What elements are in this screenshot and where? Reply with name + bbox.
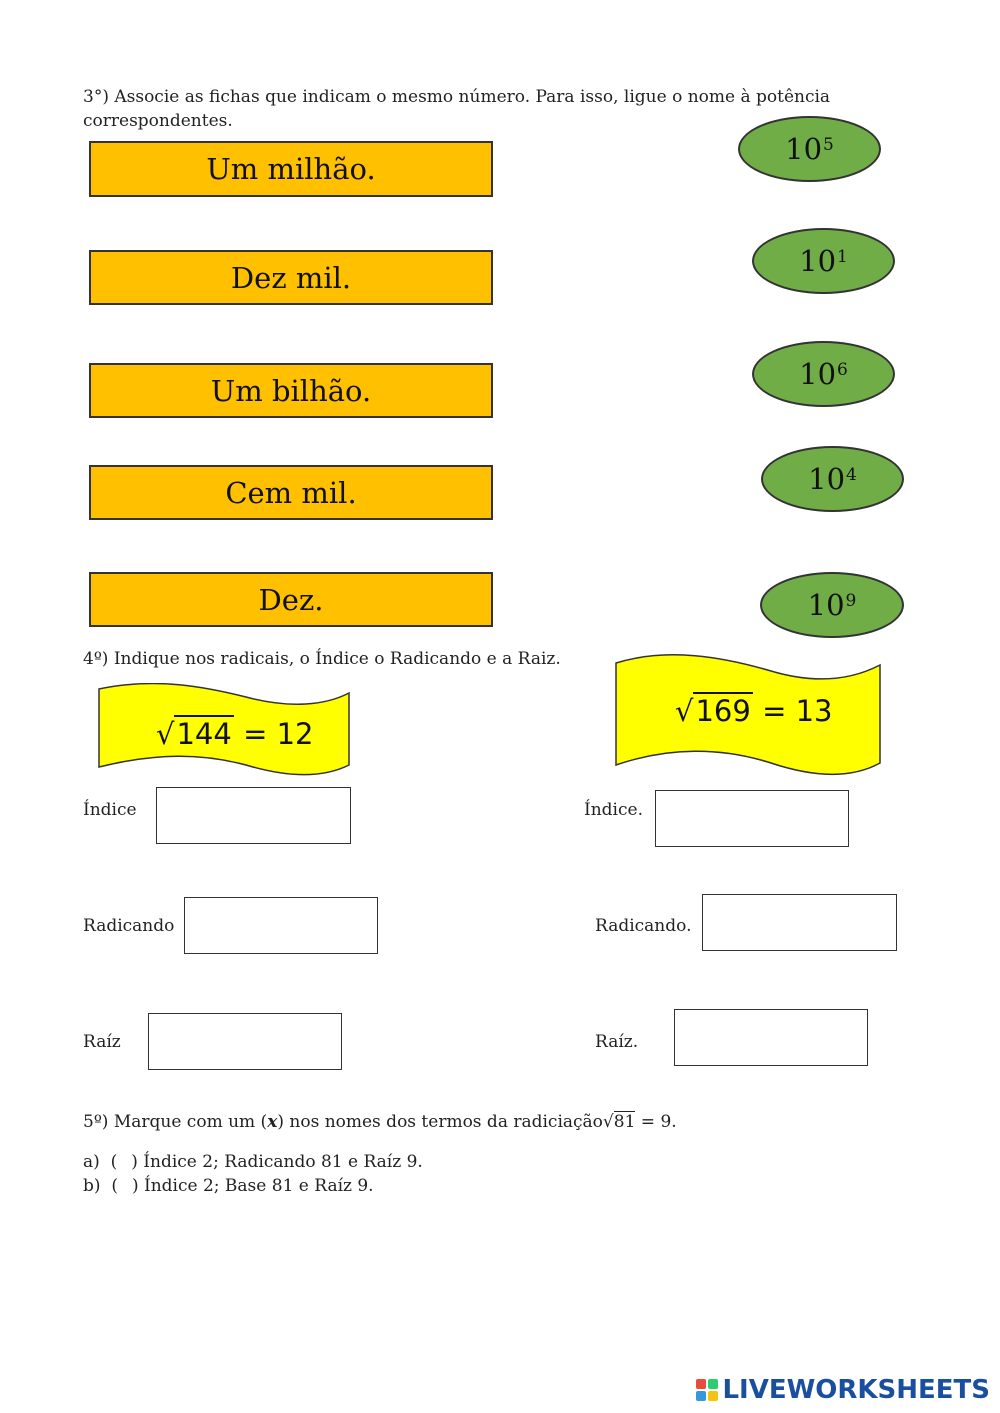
oval-base: 10 <box>785 132 823 166</box>
oval-power-10-1[interactable] <box>752 228 895 294</box>
option-letter: b) <box>83 1176 101 1196</box>
logo-mark-icon <box>696 1379 718 1401</box>
q5-instructions <box>83 1110 677 1134</box>
logo-text: LIVEWORKSHEETS <box>722 1375 990 1405</box>
q5-text-before: 5º) Marque com um ( <box>83 1112 268 1132</box>
option-close-paren: ) <box>131 1176 139 1196</box>
indice-field-right[interactable] <box>656 791 848 846</box>
option-open-paren: ( <box>111 1176 118 1196</box>
sqrt-symbol-left: √144 <box>156 717 232 751</box>
label-indice-left: Índice <box>83 800 137 820</box>
q4-instructions: 4º) Indique nos radicais, o Índice o Radicando e a Raiz. <box>83 649 561 669</box>
indice-field-left[interactable] <box>157 788 350 843</box>
oval-base: 10 <box>808 462 846 496</box>
card-um-milhao[interactable] <box>89 141 493 197</box>
option-text: Índice 2; Base 81 e Raíz 9. <box>144 1176 374 1196</box>
label-radicando-right: Radicando. <box>595 916 692 936</box>
card-label: Um milhão. <box>206 152 376 186</box>
radical-right <box>675 694 832 728</box>
radicando-input-left[interactable] <box>184 897 378 954</box>
indice-input-right[interactable] <box>655 790 849 847</box>
radicando-field-right[interactable] <box>703 895 896 950</box>
card-label: Dez mil. <box>230 260 352 295</box>
oval-power-10-5[interactable] <box>738 116 881 182</box>
card-um-bilhao[interactable] <box>89 363 493 418</box>
card-dez[interactable] <box>89 572 493 627</box>
option-close-paren: ) <box>131 1152 138 1172</box>
oval-base: 10 <box>799 357 837 391</box>
label-indice-right: Índice. <box>584 800 643 820</box>
card-label: Dez. <box>258 582 324 617</box>
option-letter: a) <box>83 1152 100 1172</box>
radicando-field-left[interactable] <box>185 898 377 953</box>
raiz-field-left[interactable] <box>149 1014 341 1069</box>
q5-text-after: = 9. <box>635 1112 677 1132</box>
indice-input-left[interactable] <box>156 787 351 844</box>
oval-exponent: 4 <box>846 465 857 485</box>
oval-exponent: 6 <box>837 360 848 380</box>
oval-base: 10 <box>799 244 837 278</box>
q5-option-b <box>83 1174 374 1198</box>
q3-text-line2: correspondentes. <box>83 111 233 131</box>
label-raiz-left: Raíz <box>83 1032 121 1052</box>
radicando-input-right[interactable] <box>702 894 897 951</box>
oval-power-10-6[interactable] <box>752 341 895 407</box>
raiz-field-right[interactable] <box>675 1010 867 1065</box>
oval-base: 10 <box>807 588 845 622</box>
q5-radicand: 81 <box>613 1112 636 1132</box>
radicand-left: 144 <box>176 717 232 751</box>
label-raiz-right: Raíz. <box>595 1032 639 1052</box>
sqrt-symbol-right: √169 <box>675 694 751 728</box>
card-cem-mil[interactable] <box>89 465 493 520</box>
oval-exponent: 5 <box>823 135 834 155</box>
card-label: Cem mil. <box>225 475 357 510</box>
oval-power-10-9[interactable] <box>760 572 904 638</box>
oval-exponent: 9 <box>845 591 857 611</box>
radical-right-result: = 13 <box>762 694 833 728</box>
radical-left-result: = 12 <box>243 717 314 751</box>
radical-left <box>156 717 313 751</box>
card-dez-mil[interactable] <box>89 250 493 305</box>
raiz-input-right[interactable] <box>674 1009 868 1066</box>
liveworksheets-logo <box>696 1375 990 1405</box>
oval-power-10-4[interactable] <box>761 446 904 512</box>
oval-exponent: 1 <box>837 247 848 267</box>
q3-text-line1: 3°) Associe as fichas que indicam o mesmo número. Para isso, ligue o nome à potência <box>83 87 831 107</box>
label-radicando-left: Radicando <box>83 916 175 936</box>
raiz-input-left[interactable] <box>148 1013 342 1070</box>
option-open-paren: ( <box>110 1152 118 1172</box>
radicand-right: 169 <box>695 694 751 728</box>
q5-option-a <box>83 1150 423 1174</box>
q5-x-mark: x <box>267 1112 278 1132</box>
q5-text-middle: ) nos nomes dos termos da radiciação <box>277 1112 603 1132</box>
card-label: Um bilhão. <box>210 373 372 408</box>
option-text: Índice 2; Radicando 81 e Raíz 9. <box>143 1152 423 1172</box>
q5-sqrt: √81 <box>602 1112 636 1132</box>
